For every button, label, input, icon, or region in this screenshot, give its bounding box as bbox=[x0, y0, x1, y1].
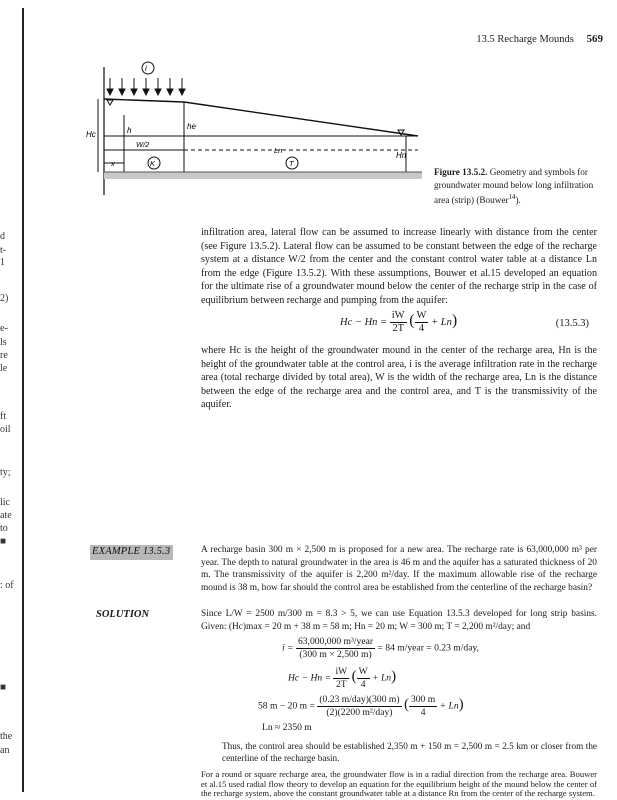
eq2-den: 2T bbox=[336, 679, 347, 690]
eq1-inner-fraction bbox=[415, 310, 429, 335]
solution-text: Since L/W = 2500 m/300 m = 8.3 > 5, we can use Equation 13.5.3 developed for long strip basins. Given: (Hc)max = 20 m + 38 m = 58 m; Hn = 20 m; W = 300 m; T = 2,200 m²/day; and bbox=[201, 609, 597, 632]
water-symbol bbox=[107, 100, 113, 105]
gutter-text: ls bbox=[0, 337, 7, 348]
x-label: x bbox=[111, 159, 115, 168]
gutter-text: e- bbox=[0, 323, 8, 334]
eq1-num: iW bbox=[391, 310, 405, 321]
hc-label: Hc bbox=[86, 130, 96, 139]
gutter-text: ty; bbox=[0, 467, 11, 478]
mound-top bbox=[104, 99, 184, 102]
caption-end: ). bbox=[515, 195, 521, 206]
h-label: h bbox=[127, 126, 132, 135]
eq3-inner-fraction bbox=[409, 694, 437, 719]
header-section: 13.5 Recharge Mounds bbox=[476, 34, 574, 45]
gutter-text: ■ bbox=[0, 536, 7, 547]
gutter-text: d bbox=[0, 231, 5, 242]
eq3-inner-den: 4 bbox=[420, 707, 426, 718]
i-eq-lhs: i = bbox=[282, 642, 294, 654]
gutter-text: oil bbox=[0, 424, 11, 435]
eq2-inner-num: W bbox=[358, 666, 368, 677]
substituted-equation: 58 m − 20 m = $\frac{\text{(0.23 m/day)(300 m)}}{\text{(2)(2200 m²/day)}}$ ( $\frac{300 m}{4}$ + Ln) bbox=[258, 694, 464, 718]
mound-equation: Hc − Hn = $\frac{iW}{2T}$ ( $\frac{W}{4}$ + Ln) bbox=[288, 666, 397, 690]
hn-label: Hn bbox=[396, 151, 407, 160]
gutter-text: : of bbox=[0, 580, 14, 591]
equation-number: (13.5.3) bbox=[555, 318, 589, 329]
eq3-fraction bbox=[317, 694, 401, 719]
eq1-inner-den: 4 bbox=[418, 323, 425, 334]
gutter-text: to bbox=[0, 523, 8, 534]
he-label: he bbox=[187, 122, 196, 131]
eq1-den: 2T bbox=[392, 323, 404, 334]
example-text: A recharge basin 300 m × 2,500 m is proposed for a new area. The recharge rate is 63,000,000 m³ per year. The depth to natural groundwater in the area is 46 m and the aquifer has a saturated thickness of 20 m. The transmissivity of the aquifer is 2,200 m²/day. If the maximum allowable rise of the recharge mound is 38 m, how far should the control area be established from the centerline of the recharge basin? bbox=[201, 545, 597, 593]
recharge-arrows bbox=[107, 78, 185, 95]
example-label: EXAMPLE 13.5.3 bbox=[92, 546, 171, 557]
running-header bbox=[476, 33, 603, 45]
final-paragraph bbox=[201, 770, 597, 799]
water-table bbox=[184, 102, 418, 136]
gutter-text: ate bbox=[0, 510, 12, 521]
gutter-text: le bbox=[0, 363, 8, 374]
definitions-paragraph: where Hc is the height of the groundwater mound in the center of the recharge area, Hn is the height of the groundwater table at the control area, i is the average infiltration rate in the recharge area (total recharge divided by total area), W is the width of the recharge area, Ln is the distance between the edge of the recharge area and the control area, and T is the transmissivity of the aquifer. bbox=[201, 345, 597, 410]
solution-conclusion: Thus, the control area should be established 2,350 m + 150 m = 2,500 m = 2.5 km or closer from the centerline of the recharge basin. bbox=[222, 741, 597, 763]
gutter-text: t- bbox=[0, 245, 7, 256]
eq2-inner-fraction bbox=[357, 666, 370, 691]
gutter-text: an bbox=[0, 745, 10, 756]
eq2-tail: + Ln bbox=[372, 672, 392, 684]
gutter-text: re bbox=[0, 350, 8, 361]
figure-caption bbox=[434, 166, 606, 207]
eq3-lhs: 58 m − 20 m = bbox=[258, 700, 315, 712]
ln-label: Ln bbox=[274, 146, 283, 155]
gutter-text: 1 bbox=[0, 257, 5, 268]
caption-text: Geometry and symbols for groundwater mound below long infiltration area (strip) (Bouwer bbox=[434, 167, 594, 206]
eq3-num: (0.23 m/day)(300 m) bbox=[319, 694, 400, 705]
gutter-text: the bbox=[0, 731, 13, 742]
page-number: 569 bbox=[586, 33, 603, 45]
eq1-tail: + Ln bbox=[431, 316, 452, 328]
eq3-den: (2)(2200 m²/day) bbox=[326, 707, 393, 718]
mound-figure bbox=[88, 55, 433, 205]
i-circle bbox=[142, 62, 154, 74]
i-equation bbox=[282, 636, 479, 661]
gutter-text: lic bbox=[0, 497, 10, 508]
t-label: T bbox=[289, 159, 294, 168]
intro-paragraph: infiltration area, lateral flow can be assumed to increase linearly with distance from the center (see Figure 13.5.2). Lateral flow can be assumed to be constant between the edge of the recharge system at a distance W/2 from the center and the constant control water table at a distance Ln from the edge (Figure 13.5.2). With these assumptions, Bouwer et al.15 developed an equation for the ultimate rise of a groundwater mound below the center of the recharge strip in the case of equilibrium between recharge and pumping from the aquifer: bbox=[201, 227, 597, 306]
equation-13-5-3: Hc − Hn = $\frac{iW}{2T}$ ( $\frac{W}{4}$ + Ln) bbox=[340, 310, 458, 334]
i-eq-fraction bbox=[296, 636, 375, 661]
eq3-tail: + Ln bbox=[439, 700, 459, 712]
gutter-text: ft bbox=[0, 411, 7, 422]
gutter-text: ■ bbox=[0, 682, 7, 693]
w2-label: W/2 bbox=[136, 140, 150, 149]
i-eq-num: 63,000,000 m³/year bbox=[297, 636, 374, 647]
gutter-text: 2) bbox=[0, 293, 9, 304]
eq2-num: iW bbox=[335, 666, 348, 677]
eq1-fraction bbox=[390, 310, 407, 335]
i-label: i bbox=[145, 64, 147, 73]
result: Ln ≈ 2350 m bbox=[262, 722, 312, 733]
caption-ref: 14 bbox=[508, 193, 516, 201]
eq2-lhs: Hc − Hn = bbox=[288, 672, 332, 684]
binding-edge bbox=[22, 8, 24, 792]
eq2-inner-den: 4 bbox=[360, 679, 366, 690]
eq2-fraction bbox=[333, 666, 349, 691]
aquifer-base bbox=[104, 172, 422, 179]
final-text: For a round or square recharge area, the groundwater flow is in a radial direction from the recharge area. Bouwer et al.15 used radial flow theory to develop an equation for the equilibrium height of the mound below the center of the recharge system, above the constant groundwater table at a distance Rn from the center of the recharge system. bbox=[201, 769, 597, 799]
eq3-inner-num: 300 m bbox=[410, 694, 436, 705]
caption-title: Figure 13.5.2. bbox=[434, 167, 488, 177]
i-eq-rhs: = 84 m/year = 0.23 m/day, bbox=[377, 642, 480, 654]
i-eq-den: (300 m × 2,500 m) bbox=[299, 649, 372, 660]
solution-label: SOLUTION bbox=[96, 609, 150, 620]
k-label: K bbox=[150, 159, 156, 168]
eq1-lhs: Hc − Hn = bbox=[340, 316, 388, 328]
eq1-inner-num: W bbox=[416, 310, 427, 321]
